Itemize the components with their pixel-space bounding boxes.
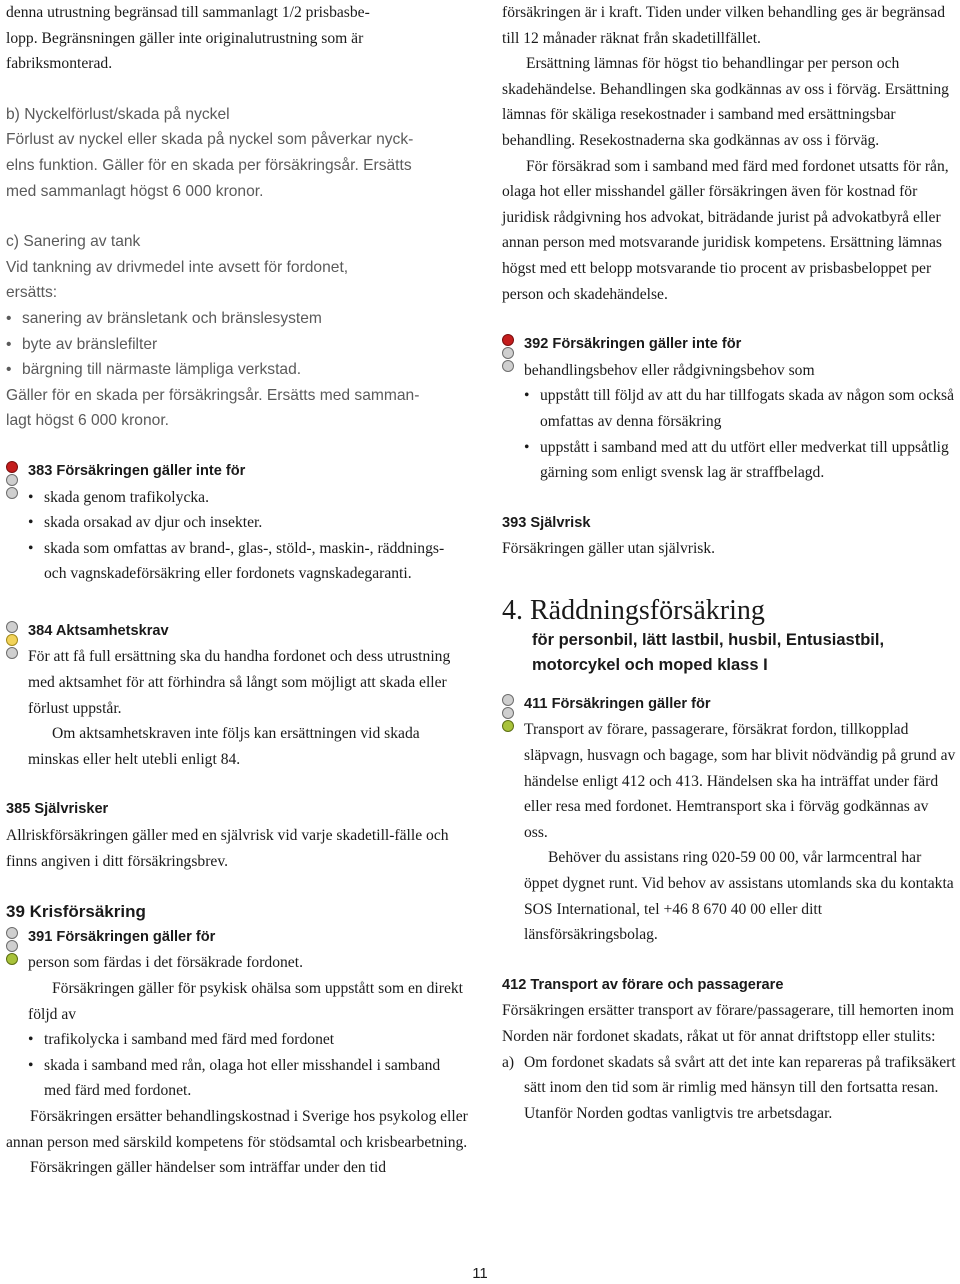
section-384-title: 384 Aktsamhetskrav (28, 622, 169, 639)
chapter-subtitle-line-1: för personbil, lätt lastbil, husbil, Entusiastbil, (532, 630, 885, 649)
intro-line-3: fabriksmonterad. (6, 55, 113, 73)
tank-title: c) Sanering av tank (6, 233, 141, 251)
section-39-paragraph-3: Försäkringen ersätter behandlingskostnad i Sverige hos psykolog eller annan person med särskild kompetens för stödsamtal och krisbearbetning. (6, 1107, 468, 1151)
section-412-title: 412 Transport av förare och passagerare (502, 976, 784, 993)
tank-line-2: ersätts: (6, 284, 58, 302)
section-412-paragraph-1: Försäkringen ersätter transport av förare/passagerare, till hemorten inom Norden när fordonet skadats, råkat ut för annat driftstopp eller stulits: (502, 1002, 955, 1045)
section-39-paragraph-4: Försäkringen gäller händelser som inträffar under den tid (30, 1159, 387, 1177)
intro-line-1: denna utrustning begränsad till sammanlagt 1/2 prisbasbe- (6, 4, 370, 21)
section-411-paragraph-2: Behöver du assistans ring 020-59 00 00, vår larmcentral har öppet dygnet runt. Vid behov av assistans utomlands ska du kontakta SOS International, tel +46 8 670 40 00 eller ditt länsförsäkringsbolag. (524, 849, 954, 944)
section-411-title: 411 Försäkringen gäller för (524, 695, 711, 712)
tank-line-1: Vid tankning av drivmedel inte avsett för fordonet, (6, 258, 349, 276)
section-385-title: 385 Självrisker (6, 801, 109, 818)
section-392 (502, 332, 956, 486)
list-item: • skada orsakad av djur och insekter. (28, 510, 468, 536)
traffic-light-icon (6, 621, 19, 660)
section-412-item-a (502, 1050, 956, 1127)
section-411 (502, 692, 956, 948)
traffic-light-icon (502, 694, 515, 733)
section-411-paragraph-1: Transport av förare, passagerare, försäkrat fordon, tillkopplad släpvagn, husvagn och bagage, som har blivit nödvändig på grund av händelse enligt 412 och 413. Händelsen ska ha inträffat under färd eller resa med fordonet. Hemtransport ska i förväg godkännas av oss. (524, 721, 956, 841)
section-391 (6, 925, 468, 1104)
traffic-light-icon (6, 927, 19, 966)
key-loss-line-2: elns funktion. Gäller för en skada per försäkringsår. Ersätts (6, 156, 412, 174)
chapter-title: 4. Räddningsförsäkring (502, 594, 765, 626)
section-384-paragraph-1: För att få full ersättning ska du handha fordonet och dess utrustning med aktsamhet för att förhindra så långt som möjligt att skada eller förlust uppstår. (28, 648, 451, 717)
section-391-paragraph-1: person som färdas i det försäkrade fordonet. (28, 954, 303, 972)
list-item: • uppstått i samband med att du utfört eller medverkat till uppsåtlig gärning som enligt svensk lag är straffbelagd. (524, 435, 956, 486)
section-392-title: 392 Försäkringen gäller inte för (524, 336, 742, 353)
item-a-label: a) (502, 1053, 515, 1071)
key-loss-line-1: Förlust av nyckel eller skada på nyckel som påverkar nyck- (6, 131, 414, 149)
section-392-list (524, 383, 956, 485)
section-385-text: Allriskförsäkringen gäller med en självrisk vid varje skadetill-fälle och finns angiven i ditt försäkringsbrev. (6, 827, 449, 870)
section-384-paragraph-2: Om aktsamhetskraven inte följs kan ersättningen vid skada minskas eller helt utebli enligt 84. (28, 725, 420, 768)
section-393-title: 393 Självrisk (502, 514, 591, 531)
tank-end-line-2: lagt högst 6 000 kronor. (6, 412, 169, 430)
list-item: • trafikolycka i samband med färd med fordonet (28, 1027, 468, 1053)
list-item: • skada i samband med rån, olaga hot eller misshandel i samband med färd med fordonet. (28, 1053, 468, 1104)
item-a-text: Om fordonet skadats så svårt att det inte kan repareras på trafiksäkert sätt inom den tid som är rimlig med hänsyn till den fortsatta resan. Utanför Norden godtas vanligtvis tre arbetsdagar. (524, 1053, 956, 1122)
list-item: • byte av bränslefilter (6, 332, 468, 358)
tank-list (6, 306, 468, 383)
section-383 (6, 459, 468, 587)
page-number: 11 (472, 1265, 488, 1282)
continued-paragraph-1: försäkringen är i kraft. Tiden under vilken behandling ges är begränsad till 12 månader räknat från skadetillfället. (502, 4, 945, 47)
section-391-paragraph-2: Försäkringen gäller för psykisk ohälsa som uppstått som en direkt följd av (28, 980, 464, 1023)
tank-end-line-1: Gäller för en skada per försäkringsår. Ersätts med samman- (6, 386, 420, 404)
list-item: • bärgning till närmaste lämpliga verkstad. (6, 357, 468, 383)
section-393-text: Försäkringen gäller utan självrisk. (502, 540, 716, 558)
chapter-subtitle-line-2: motorcykel och moped klass I (532, 655, 768, 674)
section-392-intro: behandlingsbehov eller rådgivningsbehov som (524, 361, 815, 379)
list-item: • uppstått till följd av att du har tillfogats skada av någon som också omfattas av denna försäkring (524, 383, 956, 434)
traffic-light-icon (6, 461, 19, 500)
section-383-list (28, 485, 468, 587)
list-item: • skada som omfattas av brand-, glas-, stöld-, maskin-, räddnings- och vagnskadeförsäkring eller fordonets vagnskadegaranti. (28, 536, 468, 587)
continued-paragraph-3: För försäkrad som i samband med färd med fordonet utsatts för rån, olaga hot eller misshandel gäller försäkringen även för kostnad för juridisk rådgivning hos advokat, biträdande jurist på advokatbyrå eller annan person med motsvarande juridisk kompetens. Ersättning lämnas högst med ett belopp motsvarande tio procent av prisbasbeloppet per person och skadehändelse. (502, 157, 949, 303)
section-391-title: 391 Försäkringen gäller för (28, 928, 216, 945)
right-column (502, 0, 956, 1126)
section-391-list (28, 1027, 468, 1104)
intro-line-2: lopp. Begränsningen gäller inte originalutrustning som är (6, 29, 364, 47)
section-384 (6, 619, 468, 773)
section-383-title: 383 Försäkringen gäller inte för (28, 462, 246, 479)
key-loss-title: b) Nyckelförlust/skada på nyckel (6, 105, 230, 123)
left-column (6, 0, 468, 1181)
list-item: • skada genom trafikolycka. (28, 485, 468, 511)
continued-paragraph-2: Ersättning lämnas för högst tio behandlingar per person och skadehändelse. Behandlingen ska godkännas av oss i förväg. Ersättning lämnas för skäliga resekostnader i samband med ersättningsbar behandling. Resekostnaderna ska godkännas av oss i förväg. (502, 55, 949, 149)
section-39-title: 39 Krisförsäkring (6, 902, 146, 922)
list-item: • sanering av bränsletank och bränslesystem (6, 306, 468, 332)
key-loss-line-3: med sammanlagt högst 6 000 kronor. (6, 182, 264, 200)
traffic-light-icon (502, 334, 515, 373)
